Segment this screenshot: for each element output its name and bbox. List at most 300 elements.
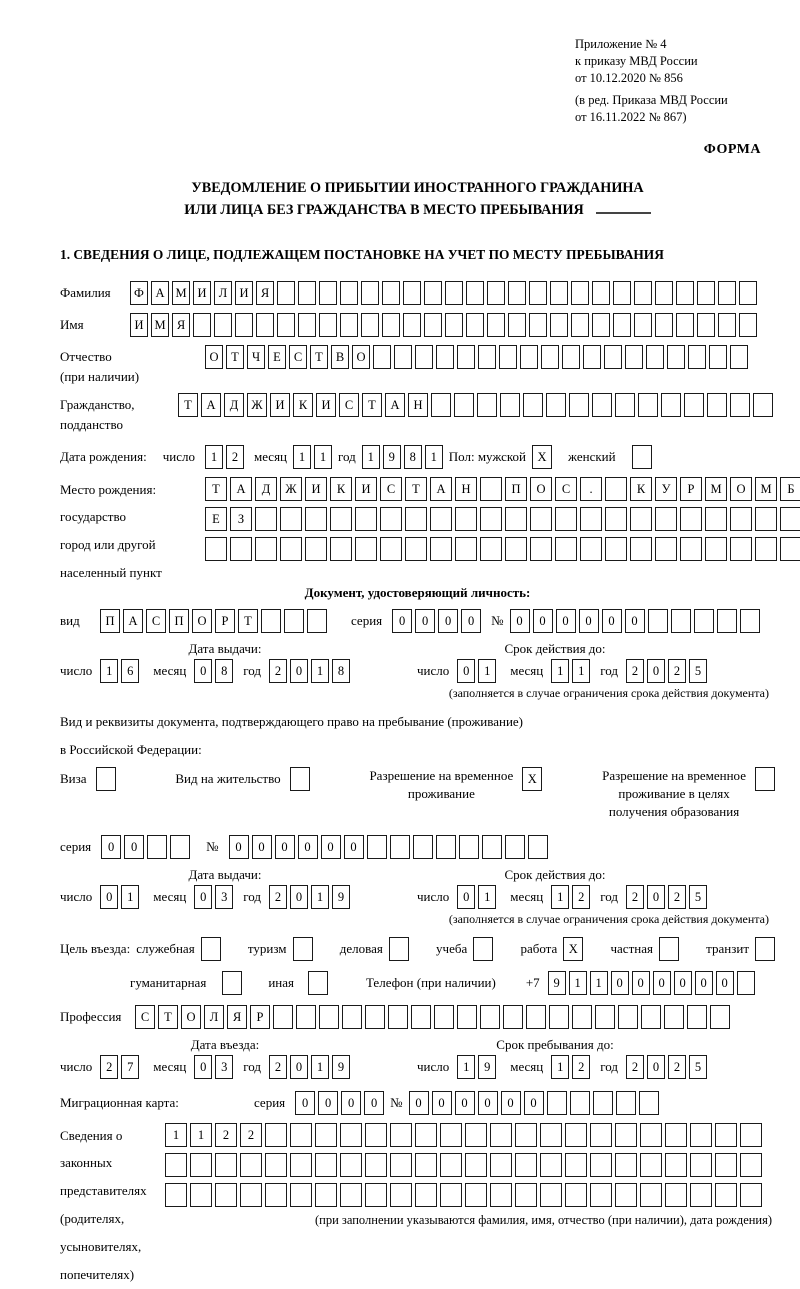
char-box — [415, 1123, 437, 1147]
char-box — [562, 345, 580, 369]
identity-kind-label: вид — [60, 613, 80, 628]
char-box: 2 — [100, 1055, 118, 1079]
char-box — [530, 507, 552, 531]
char-box: О — [530, 477, 552, 501]
char-box: 0 — [716, 971, 734, 995]
residence-option-rvp: Разрешение на временное проживание X — [369, 767, 542, 803]
char-box: 0 — [533, 609, 553, 633]
char-box — [305, 507, 327, 531]
char-box — [482, 835, 502, 859]
char-box: 0 — [392, 609, 412, 633]
residence-intro-1: Вид и реквизиты документа, подтверждающего право на пребывание (проживание) — [60, 714, 524, 729]
ref-line: Приложение № 4 — [575, 37, 667, 51]
char-box: 1 — [478, 885, 496, 909]
char-box — [550, 313, 568, 337]
migration-series-label: серия — [254, 1095, 286, 1110]
char-box — [457, 345, 475, 369]
migration-card-row — [60, 1091, 775, 1115]
sex-male-checkbox — [532, 445, 552, 469]
char-box — [240, 1183, 262, 1207]
char-box: 2 — [572, 1055, 590, 1079]
identity-series-boxes — [392, 609, 481, 633]
patronymic-sublabel: (при наличии) — [60, 369, 140, 384]
char-box — [639, 1091, 659, 1115]
day-label: число — [162, 449, 195, 464]
char-box: 0 — [674, 971, 692, 995]
char-box: С — [135, 1005, 155, 1029]
char-box: 0 — [625, 609, 645, 633]
char-box — [330, 507, 352, 531]
purpose-official-checkbox — [201, 937, 221, 961]
char-box: 1 — [121, 885, 139, 909]
char-box — [529, 313, 547, 337]
char-box: О — [730, 477, 752, 501]
char-box — [487, 313, 505, 337]
representatives-note: (при заполнении указываются фамилия, имя, отчество (при наличии), дата рождения) — [315, 1213, 773, 1227]
char-box — [605, 537, 627, 561]
char-box — [390, 1183, 412, 1207]
char-box — [605, 507, 627, 531]
residence-issue-year-boxes — [269, 885, 350, 909]
char-box — [676, 313, 694, 337]
char-box — [718, 281, 736, 305]
char-box — [515, 1183, 537, 1207]
char-box — [740, 1183, 762, 1207]
citizenship-label: Гражданство, подданство — [60, 393, 178, 433]
char-box — [265, 1123, 287, 1147]
char-box — [641, 1005, 661, 1029]
visit-purpose-row1: Цель въезда: служебная туризм деловая учеба работа X частная транзит — [60, 937, 775, 961]
char-box: О — [352, 345, 370, 369]
char-box — [455, 507, 477, 531]
char-box: 2 — [668, 1055, 686, 1079]
char-box: 2 — [269, 885, 287, 909]
char-box — [240, 1153, 262, 1177]
char-box: 8 — [215, 659, 233, 683]
profession-row — [60, 1005, 775, 1029]
char-box: И — [193, 281, 211, 305]
char-box: 0 — [602, 609, 622, 633]
char-box — [261, 609, 281, 633]
char-box — [222, 971, 242, 995]
char-box: Т — [362, 393, 382, 417]
identity-validity-note: (заполняется в случае ограничения срока действия документа) — [448, 686, 769, 700]
char-box: М — [705, 477, 727, 501]
char-box: С — [289, 345, 307, 369]
char-box: 0 — [653, 971, 671, 995]
char-box — [565, 1153, 587, 1177]
char-box — [273, 1005, 293, 1029]
char-box: 0 — [556, 609, 576, 633]
char-box — [382, 281, 400, 305]
char-box: 3 — [215, 1055, 233, 1079]
migration-card-label: Миграционная карта: — [60, 1095, 179, 1110]
char-box — [632, 445, 652, 469]
residence-expiry-year-boxes — [626, 885, 707, 909]
char-box: А — [201, 393, 221, 417]
char-box: 0 — [252, 835, 272, 859]
char-box: X — [522, 767, 542, 791]
char-box: 0 — [457, 885, 475, 909]
char-box — [415, 1183, 437, 1207]
char-box — [755, 507, 777, 531]
char-box: 0 — [364, 1091, 384, 1115]
ref-line: от 10.12.2020 № 856 — [575, 71, 683, 85]
char-box — [690, 1183, 712, 1207]
char-box — [640, 1123, 662, 1147]
section1-heading: 1. СВЕДЕНИЯ О ЛИЦЕ, ПОДЛЕЖАЩЕМ ПОСТАНОВКЕ НА УЧЕТ ПО МЕСТУ ПРЕБЫВАНИЯ — [60, 247, 664, 262]
char-box: Т — [310, 345, 328, 369]
char-box — [319, 313, 337, 337]
char-box — [390, 835, 410, 859]
char-box — [615, 1183, 637, 1207]
char-box: 0 — [457, 659, 475, 683]
char-box: О — [192, 609, 212, 633]
given-name-row — [60, 313, 775, 337]
char-box — [280, 537, 302, 561]
char-box — [277, 281, 295, 305]
char-box — [361, 281, 379, 305]
char-box: 0 — [510, 609, 530, 633]
visit-purpose-row2: гуманитарная иная Телефон (при наличии) +7 9 1 1 0 0 0 0 0 0 — [130, 971, 775, 995]
char-box — [367, 835, 387, 859]
char-box — [505, 835, 525, 859]
given-name-boxes — [130, 313, 757, 337]
char-box — [687, 1005, 707, 1029]
char-box — [490, 1153, 512, 1177]
char-box: 5 — [689, 1055, 707, 1079]
char-box: 0 — [647, 885, 665, 909]
char-box: И — [270, 393, 290, 417]
char-box — [690, 1153, 712, 1177]
char-box — [365, 1183, 387, 1207]
char-box — [293, 937, 313, 961]
residence-issue-day-boxes — [100, 885, 139, 909]
char-box — [580, 537, 602, 561]
char-box: С — [339, 393, 359, 417]
residence-series-boxes — [101, 835, 190, 859]
visit-purpose-label: Цель въезда: — [60, 941, 131, 956]
char-box — [298, 281, 316, 305]
stay-year-boxes — [626, 1055, 707, 1079]
char-box — [715, 1183, 737, 1207]
surname-label: Фамилия — [60, 285, 111, 300]
char-box — [541, 345, 559, 369]
char-box: 0 — [611, 971, 629, 995]
char-box: 1 — [311, 659, 329, 683]
char-box: 1 — [478, 659, 496, 683]
char-box: 1 — [572, 659, 590, 683]
char-box — [440, 1183, 462, 1207]
char-box: 2 — [269, 1055, 287, 1079]
char-box: 0 — [275, 835, 295, 859]
char-box — [265, 1183, 287, 1207]
char-box — [593, 1091, 613, 1115]
year-label: год — [338, 449, 356, 464]
char-box — [499, 345, 517, 369]
char-box — [490, 1123, 512, 1147]
char-box: 2 — [668, 659, 686, 683]
char-box — [480, 507, 502, 531]
char-box: Т — [178, 393, 198, 417]
vnzh-checkbox — [290, 767, 310, 791]
char-box: Р — [250, 1005, 270, 1029]
char-box — [390, 1123, 412, 1147]
entry-dates-row — [60, 1055, 775, 1079]
char-box — [490, 1183, 512, 1207]
residence-expiry-day-boxes — [457, 885, 496, 909]
char-box: 1 — [569, 971, 587, 995]
char-box — [730, 345, 748, 369]
char-box — [147, 835, 167, 859]
char-box — [684, 393, 704, 417]
char-box: 0 — [101, 835, 121, 859]
char-box — [165, 1153, 187, 1177]
birth-place-boxes — [205, 477, 800, 567]
char-box: 5 — [689, 885, 707, 909]
ref-line: к приказу МВД России — [575, 54, 698, 68]
patronymic-label: Отчество (при наличии) — [60, 345, 205, 385]
char-box — [526, 1005, 546, 1029]
char-box — [555, 537, 577, 561]
char-box: 0 — [194, 1055, 212, 1079]
char-box: 6 — [121, 659, 139, 683]
char-box: 9 — [548, 971, 566, 995]
char-box — [615, 1153, 637, 1177]
char-box — [528, 835, 548, 859]
char-box — [618, 1005, 638, 1029]
char-box: 1 — [311, 885, 329, 909]
char-box — [572, 1005, 592, 1029]
purpose-study-checkbox — [473, 937, 493, 961]
char-box — [565, 1183, 587, 1207]
char-box — [290, 767, 310, 791]
char-box: 0 — [100, 885, 118, 909]
char-box — [580, 507, 602, 531]
char-box: 8 — [404, 445, 422, 469]
char-box — [755, 537, 777, 561]
char-box — [361, 313, 379, 337]
char-box — [380, 507, 402, 531]
char-box — [590, 1183, 612, 1207]
char-box: 0 — [295, 1091, 315, 1115]
char-box: 0 — [290, 659, 308, 683]
char-box — [549, 1005, 569, 1029]
char-box: П — [505, 477, 527, 501]
char-box — [465, 1153, 487, 1177]
migration-number-label: № — [390, 1095, 403, 1110]
char-box — [613, 281, 631, 305]
char-box: 5 — [689, 659, 707, 683]
char-box — [592, 393, 612, 417]
char-box: И — [130, 313, 148, 337]
char-box: А — [430, 477, 452, 501]
char-box — [473, 937, 493, 961]
char-box — [455, 537, 477, 561]
char-box — [315, 1123, 337, 1147]
char-box — [780, 537, 800, 561]
char-box: 0 — [124, 835, 144, 859]
char-box — [739, 281, 757, 305]
char-box — [592, 313, 610, 337]
char-box — [613, 313, 631, 337]
birth-place-row1-boxes — [205, 477, 800, 501]
char-box: Е — [268, 345, 286, 369]
identity-series-label: серия — [351, 613, 383, 628]
residence-validity-note: (заполняется в случае ограничения срока действия документа) — [448, 912, 769, 926]
char-box — [709, 345, 727, 369]
char-box: Ж — [280, 477, 302, 501]
char-box — [284, 609, 304, 633]
char-box — [290, 1183, 312, 1207]
migration-series-boxes — [295, 1091, 384, 1115]
char-box — [710, 1005, 730, 1029]
char-box — [230, 537, 252, 561]
char-box: Т — [405, 477, 427, 501]
char-box — [694, 609, 714, 633]
char-box — [667, 345, 685, 369]
rvp-edu-checkbox — [755, 767, 775, 791]
char-box — [676, 281, 694, 305]
char-box: А — [123, 609, 143, 633]
char-box — [540, 1123, 562, 1147]
char-box: 0 — [432, 1091, 452, 1115]
char-box: Д — [224, 393, 244, 417]
char-box: 9 — [478, 1055, 496, 1079]
char-box — [466, 313, 484, 337]
char-box: 0 — [579, 609, 599, 633]
char-box: Н — [455, 477, 477, 501]
char-box: Ж — [247, 393, 267, 417]
char-box: X — [563, 937, 583, 961]
char-box — [755, 767, 775, 791]
citizenship-boxes — [178, 393, 773, 417]
char-box — [480, 1005, 500, 1029]
purpose-private-checkbox — [659, 937, 679, 961]
char-box: Е — [205, 507, 227, 531]
char-box — [571, 281, 589, 305]
residence-number-label: № — [206, 839, 219, 854]
char-box: 3 — [215, 885, 233, 909]
residence-options-row — [60, 767, 775, 821]
entry-date-headers — [60, 1037, 775, 1053]
char-box — [680, 507, 702, 531]
char-box — [515, 1123, 537, 1147]
char-box — [319, 1005, 339, 1029]
header-reference — [575, 36, 775, 126]
char-box: 1 — [362, 445, 380, 469]
char-box — [477, 393, 497, 417]
char-box: И — [235, 281, 253, 305]
identity-date-headers — [60, 641, 775, 657]
char-box — [411, 1005, 431, 1029]
char-box: 0 — [341, 1091, 361, 1115]
residence-intro-2: в Российской Федерации: — [60, 742, 202, 757]
profession-boxes — [135, 1005, 730, 1029]
char-box — [740, 1123, 762, 1147]
char-box — [215, 1153, 237, 1177]
char-box — [520, 345, 538, 369]
char-box: 1 — [551, 1055, 569, 1079]
char-box — [570, 1091, 590, 1115]
purpose-humanitarian-checkbox — [222, 971, 242, 995]
char-box: Т — [226, 345, 244, 369]
char-box: 9 — [332, 1055, 350, 1079]
char-box — [165, 1183, 187, 1207]
char-box — [466, 281, 484, 305]
char-box — [592, 281, 610, 305]
birth-place-label: Место рождения: государство город или другой населенный пункт — [60, 482, 162, 580]
surname-row — [60, 281, 775, 305]
representatives-row3-boxes — [165, 1183, 772, 1207]
surname-boxes — [130, 281, 757, 305]
char-box: X — [532, 445, 552, 469]
char-box: 2 — [226, 445, 244, 469]
char-box: 1 — [425, 445, 443, 469]
char-box: 2 — [215, 1123, 237, 1147]
char-box: 0 — [524, 1091, 544, 1115]
char-box: 2 — [626, 885, 644, 909]
char-box — [342, 1005, 362, 1029]
stay-until-date: число 1 9 месяц 1 2 год 2 0 2 5 — [417, 1055, 707, 1079]
char-box: 1 — [590, 971, 608, 995]
char-box: 2 — [668, 885, 686, 909]
char-box: Л — [214, 281, 232, 305]
char-box — [305, 537, 327, 561]
birth-day-boxes — [205, 445, 244, 469]
identity-dates-row — [60, 659, 775, 683]
char-box: У — [655, 477, 677, 501]
char-box — [615, 1123, 637, 1147]
identity-doc-heading: Документ, удостоверяющий личность: — [304, 585, 531, 600]
char-box — [500, 393, 520, 417]
char-box: 0 — [194, 885, 212, 909]
char-box — [255, 507, 277, 531]
birth-month-boxes — [293, 445, 332, 469]
char-box — [529, 281, 547, 305]
citizenship-row — [60, 393, 775, 433]
char-box — [569, 393, 589, 417]
char-box: 1 — [100, 659, 118, 683]
char-box — [630, 537, 652, 561]
birth-place-block — [60, 477, 795, 587]
char-box — [424, 313, 442, 337]
visit-label-group: Цель въезда: служебная — [60, 937, 221, 961]
char-box: П — [169, 609, 189, 633]
sex-female-checkbox — [632, 445, 652, 469]
char-box: В — [331, 345, 349, 369]
char-box — [457, 1005, 477, 1029]
char-box — [436, 835, 456, 859]
residence-series-row — [60, 835, 775, 859]
char-box — [290, 1153, 312, 1177]
char-box — [661, 393, 681, 417]
char-box: 0 — [194, 659, 212, 683]
char-box: 0 — [409, 1091, 429, 1115]
char-box: 0 — [647, 659, 665, 683]
char-box — [605, 477, 627, 501]
char-box — [193, 313, 211, 337]
identity-doc-row — [60, 609, 775, 633]
char-box — [565, 1123, 587, 1147]
purpose-tourism-checkbox — [293, 937, 313, 961]
char-box: И — [355, 477, 377, 501]
char-box: 9 — [332, 885, 350, 909]
citizenship-sublabel: подданство — [60, 417, 124, 432]
identity-expiry-header: Срок действия до: — [504, 641, 606, 656]
form-title — [60, 178, 775, 221]
ref-line: (в ред. Приказа МВД России — [575, 93, 728, 107]
